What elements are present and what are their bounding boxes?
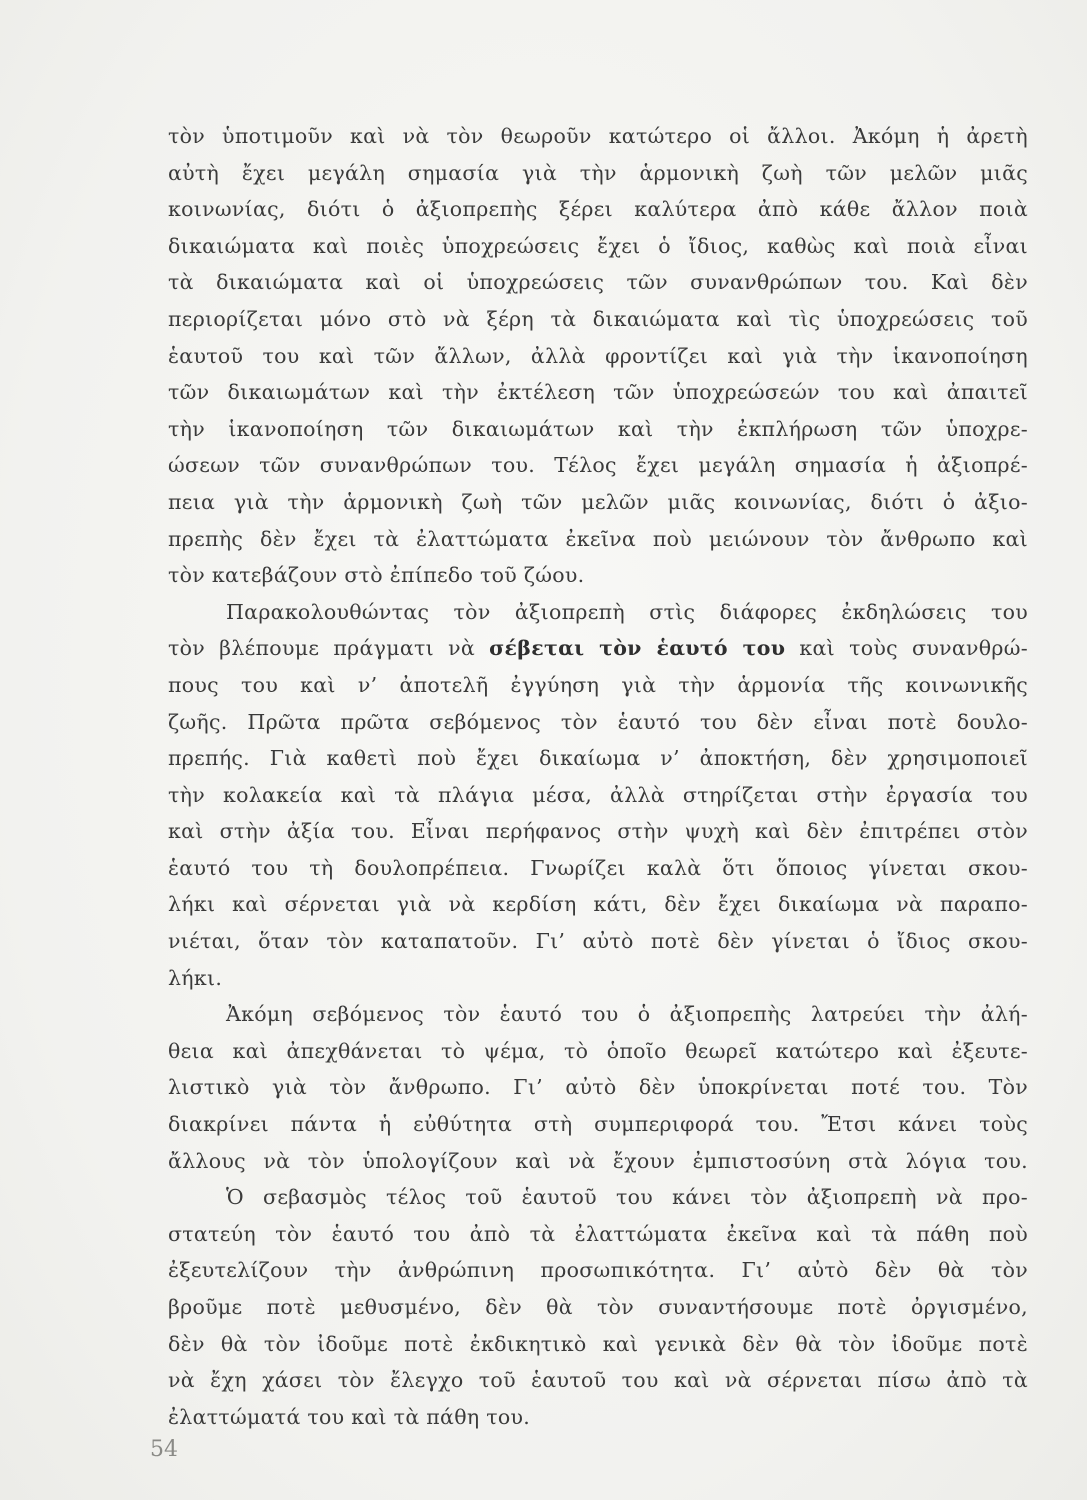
emphasized-phrase: σέβεται τὸν ἑαυτό του (489, 636, 786, 661)
page-number: 54 (150, 1437, 178, 1462)
text-line: θεια καὶ ἀπεχθάνεται τὸ ψέμα, τὸ ὁποῖο θεωρεῖ κατώτερο καὶ ἐξευτε- (168, 1038, 1028, 1063)
text-line: ἑαυτό του τὴ δουλοπρέπεια. Γνωρίζει καλὰ ὅτι ὅποιος γίνεται σκου- (168, 855, 1028, 880)
text-segment: τὸν βλέπουμε πράγματι νὰ (168, 636, 490, 661)
paragraph-4 (168, 1179, 1028, 1435)
text-line: τὴν κολακεία καὶ τὰ πλάγια μέσα, ἀλλὰ στηρίζεται στὴν ἐργασία του (168, 782, 1028, 807)
text-line: βροῦμε ποτὲ μεθυσμένο, δὲν θὰ τὸν συναντήσουμε ποτὲ ὀργισμένο, (168, 1295, 1028, 1319)
text-line: ζωῆς. Πρῶτα πρῶτα σεβόμενος τὸν ἑαυτό του δὲν εἶναι ποτὲ δουλο- (168, 709, 1028, 734)
paragraph-2 (168, 594, 1028, 997)
text-line: αὐτὴ ἔχει μεγάλη σημασία γιὰ τὴν ἁρμονικὴ ζωὴ τῶν μελῶν μιᾶς (168, 160, 1028, 185)
text-line: ώσεων τῶν συνανθρώπων του. Τέλος ἔχει μεγάλη σημασία ἡ ἀξιοπρέ- (168, 453, 1028, 478)
text-line: ἑαυτοῦ του καὶ τῶν ἄλλων, ἀλλὰ φροντίζει καὶ γιὰ τὴν ἱκανοποίηση (168, 343, 1028, 368)
text-line: ἄλλους νὰ τὸν ὑπολογίζουν καὶ νὰ ἔχουν ἐμπιστοσύνη στὰ λόγια του. (168, 1148, 1028, 1173)
text-line: τὰ δικαιώματα καὶ οἱ ὑποχρεώσεις τῶν συνανθρώπων του. Καὶ δὲν (168, 270, 1028, 295)
text-line: Ὁ σεβασμὸς τέλος τοῦ ἑαυτοῦ του κάνει τὸν ἀξιοπρεπὴ νὰ προ- (226, 1185, 1028, 1210)
text-line: πρεπὴς δὲν ἔχει τὰ ἐλαττώματα ἐκεῖνα ποὺ μειώνουν τὸν ἄνθρωπο καὶ (168, 526, 1028, 551)
text-line: ἐλαττώματά του καὶ τὰ πάθη του. (168, 1404, 531, 1429)
text-line: Ἀκόμη σεβόμενος τὸν ἑαυτό του ὁ ἀξιοπρεπὴς λατρεύει τὴν ἀλή- (226, 1002, 1028, 1027)
paragraph-1 (168, 118, 1028, 594)
text-line: νὰ ἔχη χάσει τὸν ἔλεγχο τοῦ ἑαυτοῦ του καὶ νὰ σέρνεται πίσω ἀπὸ τὰ (168, 1368, 1028, 1393)
text-line: κοινωνίας, διότι ὁ ἀξιοπρεπὴς ξέρει καλύτερα ἀπὸ κάθε ἄλλον ποιὰ (168, 197, 1028, 222)
text-line: λήκι καὶ σέρνεται γιὰ νὰ κερδίση κάτι, δὲν ἔχει δικαίωμα νὰ παραπο- (168, 892, 1028, 917)
text-line: περιορίζεται μόνο στὸ νὰ ξέρη τὰ δικαιώματα καὶ τὶς ὑποχρεώσεις τοῦ (168, 306, 1028, 331)
text-line: πεια γιὰ τὴν ἁρμονικὴ ζωὴ τῶν μελῶν μιᾶς κοινωνίας, διότι ὁ ἀξιο- (168, 489, 1028, 514)
text-line: καὶ στὴν ἀξία του. Εἶναι περήφανος στὴν ψυχὴ καὶ δὲν ἐπιτρέπει στὸν (168, 819, 1028, 844)
text-line: τὸν ὑποτιμοῦν καὶ νὰ τὸν θεωροῦν κατώτερο οἱ ἄλλοι. Ἀκόμη ἡ ἀρετὴ (168, 124, 1028, 148)
text-line: λήκι. (168, 965, 223, 990)
text-line: νιέται, ὅταν τὸν καταπατοῦν. Γι’ αὐτὸ ποτὲ δὲν γίνεται ὁ ἴδιος σκου- (168, 929, 1028, 954)
text-line: τὴν ἱκανοποίηση τῶν δικαιωμάτων καὶ τὴν ἐκπλήρωση τῶν ὑποχρε- (168, 416, 1028, 441)
body-text (168, 118, 1028, 1435)
text-line: λιστικὸ γιὰ τὸν ἄνθρωπο. Γι’ αὐτὸ δὲν ὑποκρίνεται ποτέ του. Τὸν (168, 1075, 1028, 1100)
text-line: πρεπής. Γιὰ καθετὶ ποὺ ἔχει δικαίωμα ν’ ἀποκτήση, δὲν χρησιμοποιεῖ (168, 746, 1028, 771)
text-line: τῶν δικαιωμάτων καὶ τὴν ἐκτέλεση τῶν ὑποχρεώσεών του καὶ ἀπαιτεῖ (168, 380, 1028, 405)
text-line-with-emphasis (168, 630, 1028, 667)
text-line: Παρακολουθώντας τὸν ἀξιοπρεπὴ στὶς διάφορες ἐκδηλώσεις του (226, 599, 1028, 624)
text-line: δὲν θὰ τὸν ἰδοῦμε ποτὲ ἐκδικητικὸ καὶ γενικὰ δὲν θὰ τὸν ἰδοῦμε ποτὲ (168, 1331, 1028, 1356)
text-line: ἐξευτελίζουν τὴν ἀνθρώπινη προσωπικότητα. Γι’ αὐτὸ δὲν θὰ τὸν (168, 1258, 1028, 1283)
text-segment: καὶ τοὺς συνανθρώ- (785, 636, 1028, 661)
text-line: διακρίνει πάντα ἡ εὐθύτητα στὴ συμπεριφορά του. Ἔτσι κάνει τοὺς (168, 1112, 1028, 1137)
text-line: πους του καὶ ν’ ἀποτελῆ ἐγγύηση γιὰ τὴν ἁρμονία τῆς κοινωνικῆς (168, 672, 1028, 697)
text-line: τὸν κατεβάζουν στὸ ἐπίπεδο τοῦ ζώου. (168, 563, 585, 588)
paragraph-3 (168, 996, 1028, 1179)
text-line: δικαιώματα καὶ ποιὲς ὑποχρεώσεις ἔχει ὁ ἴδιος, καθὼς καὶ ποιὰ εἶναι (168, 233, 1028, 258)
text-line: στατεύη τὸν ἑαυτό του ἀπὸ τὰ ἐλαττώματα ἐκεῖνα καὶ τὰ πάθη ποὺ (168, 1221, 1028, 1246)
